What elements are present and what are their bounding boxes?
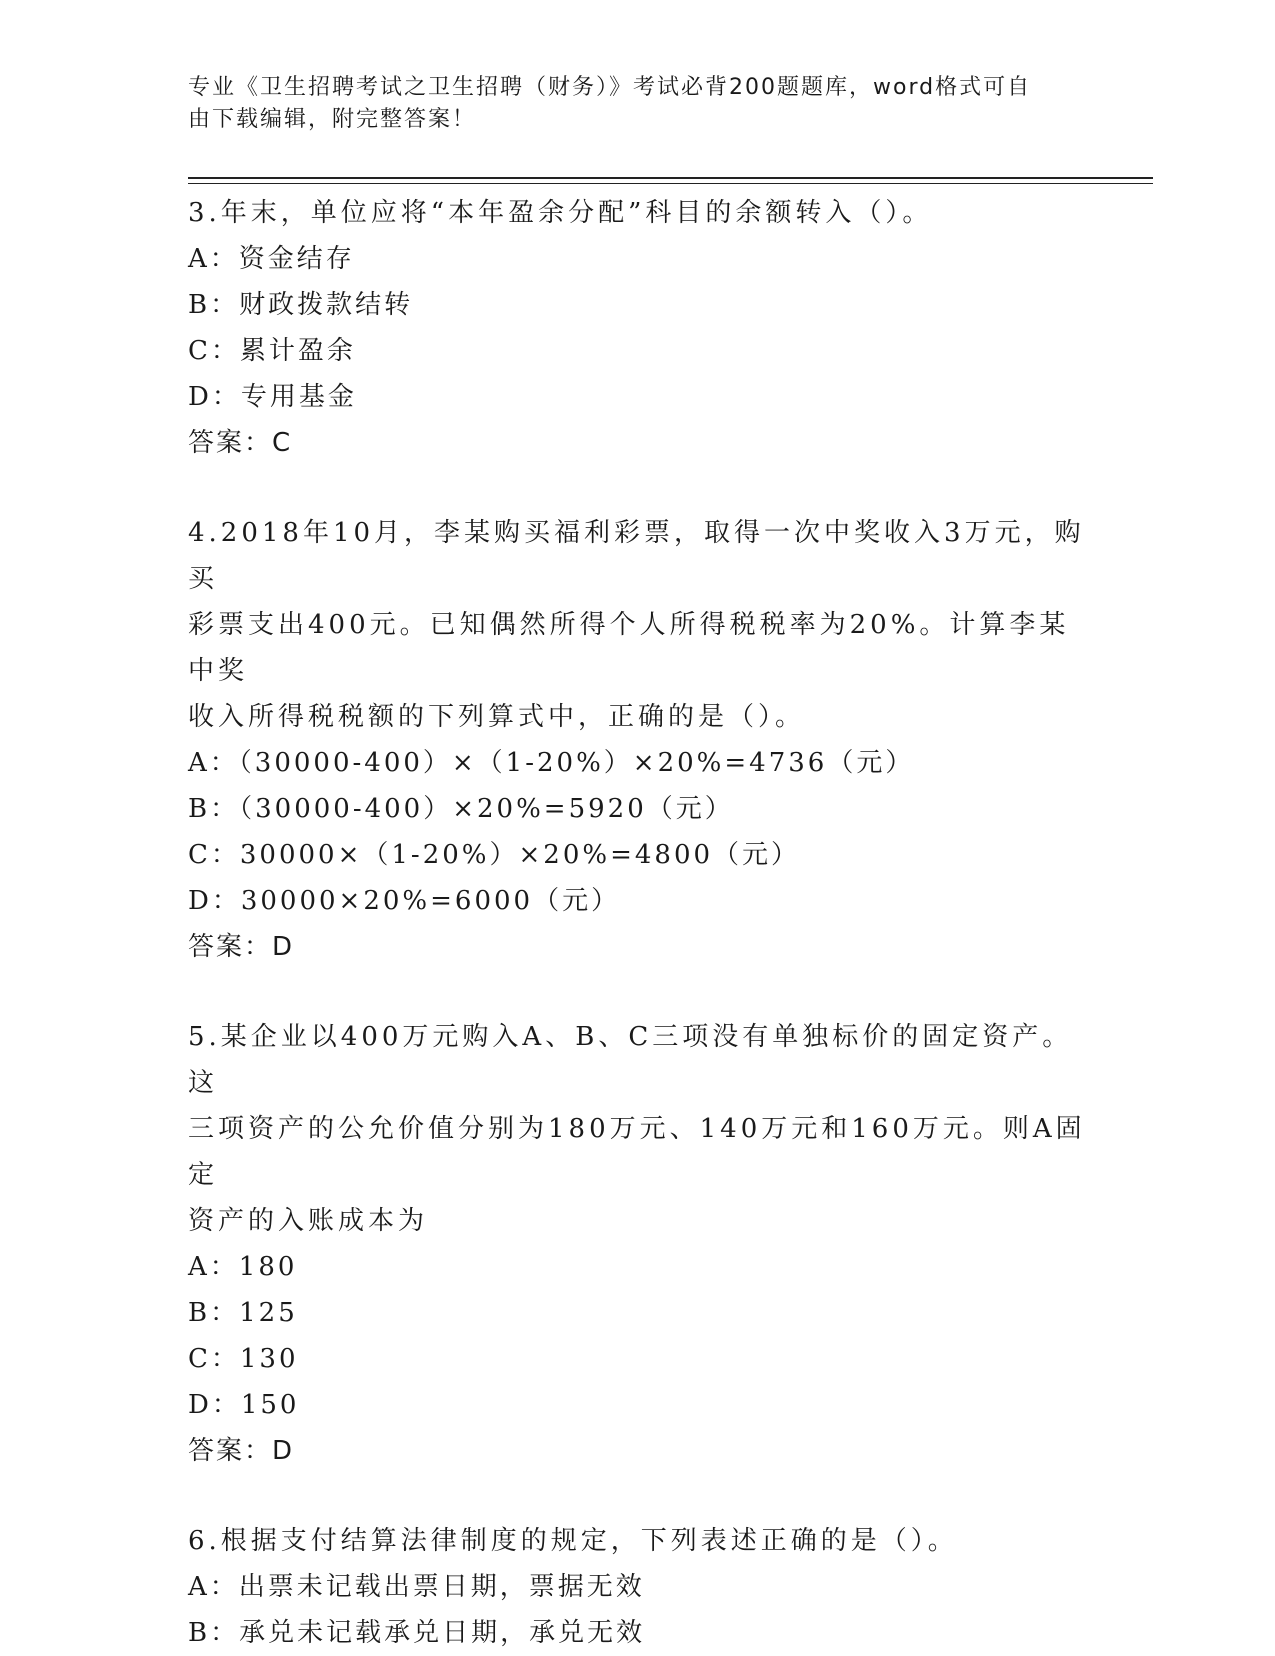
option-d: D：150 <box>188 1390 300 1420</box>
question-5 <box>188 1014 1088 1474</box>
question-text: 3.年末，单位应将“本年盈余分配”科目的余额转入（）。 <box>188 198 933 228</box>
question-spacer <box>188 466 1088 510</box>
question-text: 6.根据支付结算法律制度的规定，下列表述正确的是（）。 <box>188 1526 958 1556</box>
answer-line: 答案：C <box>188 428 293 458</box>
option-a: A：（30000-400）×（1-20%）×20%=4736（元） <box>188 748 915 778</box>
document-header <box>188 72 1068 136</box>
answer-line: 答案：D <box>188 1436 295 1466</box>
option-a: A：出票未记载出票日期，票据无效 <box>188 1572 645 1602</box>
question-list <box>188 190 1088 1656</box>
option-a: A：资金结存 <box>188 244 355 274</box>
option-a: A：180 <box>188 1252 298 1282</box>
question-6 <box>188 1518 1088 1656</box>
question-text-line-2: 三项资产的公允价值分别为180万元、140万元和160万元。则A固定 <box>188 1114 1086 1190</box>
option-b: B：承兑未记载承兑日期，承兑无效 <box>188 1618 646 1648</box>
answer-line: 答案：D <box>188 932 295 962</box>
option-c: C：130 <box>188 1344 299 1374</box>
question-text-line-1: 4.2018年10月，李某购买福利彩票，取得一次中奖收入3万元，购买 <box>188 518 1085 594</box>
question-spacer <box>188 970 1088 1014</box>
option-c: C：累计盈余 <box>188 336 356 366</box>
question-text-line-2: 彩票支出400元。已知偶然所得个人所得税税率为20%。计算李某中奖 <box>188 610 1070 686</box>
header-divider-thick <box>188 177 1153 179</box>
question-text-line-3: 收入所得税税额的下列算式中，正确的是（）。 <box>188 702 806 732</box>
question-4 <box>188 510 1088 970</box>
question-3 <box>188 190 1088 466</box>
option-c: C：30000×（1-20%）×20%=4800（元） <box>188 840 801 870</box>
question-text-line-3: 资产的入账成本为 <box>188 1206 429 1236</box>
option-d: D：30000×20%=6000（元） <box>188 886 621 916</box>
header-line-1: 专业《卫生招聘考试之卫生招聘（财务）》考试必背200题题库，word格式可自 <box>188 75 1032 100</box>
option-d: D：专用基金 <box>188 382 357 412</box>
option-b: B：125 <box>188 1298 298 1328</box>
question-text-line-1: 5.某企业以400万元购入A、B、C三项没有单独标价的固定资产。这 <box>188 1022 1073 1098</box>
option-b: B：（30000-400）×20%=5920（元） <box>188 794 734 824</box>
option-b: B：财政拨款结转 <box>188 290 414 320</box>
question-spacer <box>188 1474 1088 1518</box>
header-divider-thin <box>188 183 1153 184</box>
header-line-2: 由下载编辑，附完整答案！ <box>188 107 477 132</box>
